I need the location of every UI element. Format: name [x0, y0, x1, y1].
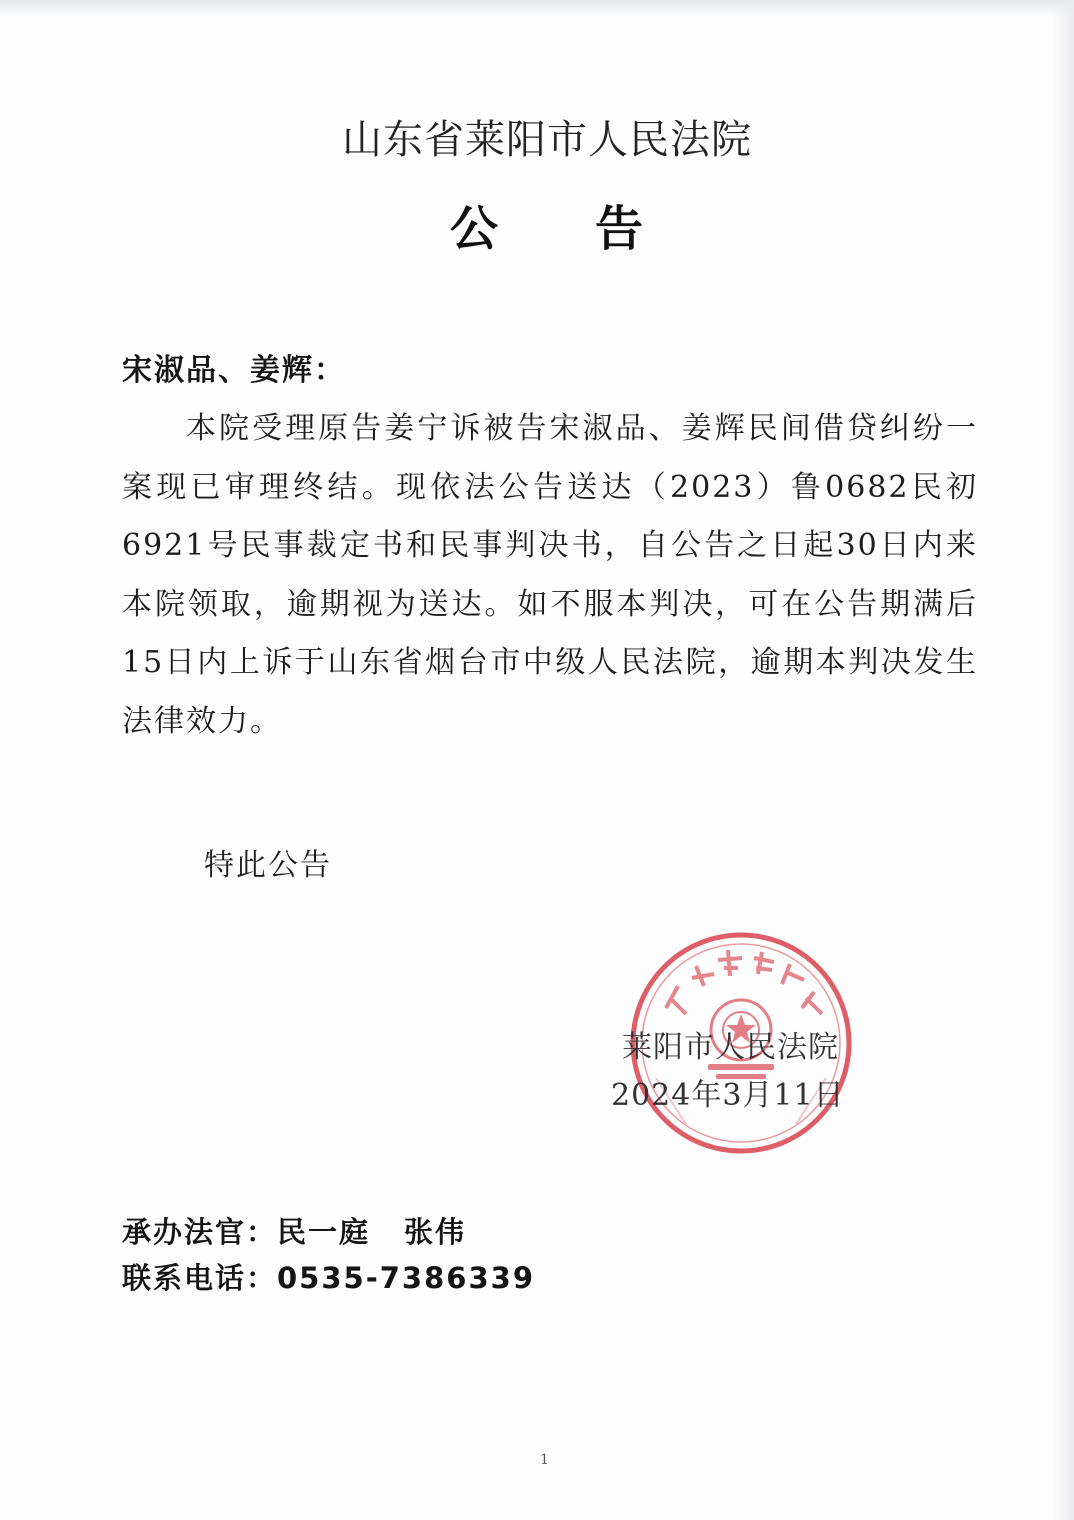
signature-date: 2024年3月11日 [611, 1078, 845, 1113]
title-char-1: 公 [449, 201, 499, 257]
judge-info [122, 1210, 466, 1251]
closing-phrase: 特此公告 [204, 848, 332, 883]
signature-court: 莱阳市人民法院 [622, 1030, 839, 1065]
judge-name: 张伟 [404, 1215, 467, 1249]
judge-label: 承办法官：民一庭 [122, 1215, 371, 1249]
page-number: 1 [540, 1452, 549, 1468]
contact-phone: 联系电话：0535-7386339 [122, 1261, 535, 1295]
title-char-2: 告 [595, 201, 645, 257]
court-name: 山东省莱阳市人民法院 [342, 117, 752, 163]
document-title [0, 190, 1074, 259]
addressee: 宋淑品、姜辉： [122, 353, 346, 388]
notice-body: 本院受理原告姜宁诉被告宋淑品、姜辉民间借贷纠纷一案现已审理终结。现依法公告送达（2023）鲁0682民初6921号民事裁定书和民事判决书，自公告之日起30日内来本院领取，逾期视为送达。如不服本判决，可在公告期满后15日内上诉于山东省烟台市中级人民法院，逾期本判决发生法律效力。 [122, 411, 978, 739]
scan-edge-top [0, 0, 1074, 18]
